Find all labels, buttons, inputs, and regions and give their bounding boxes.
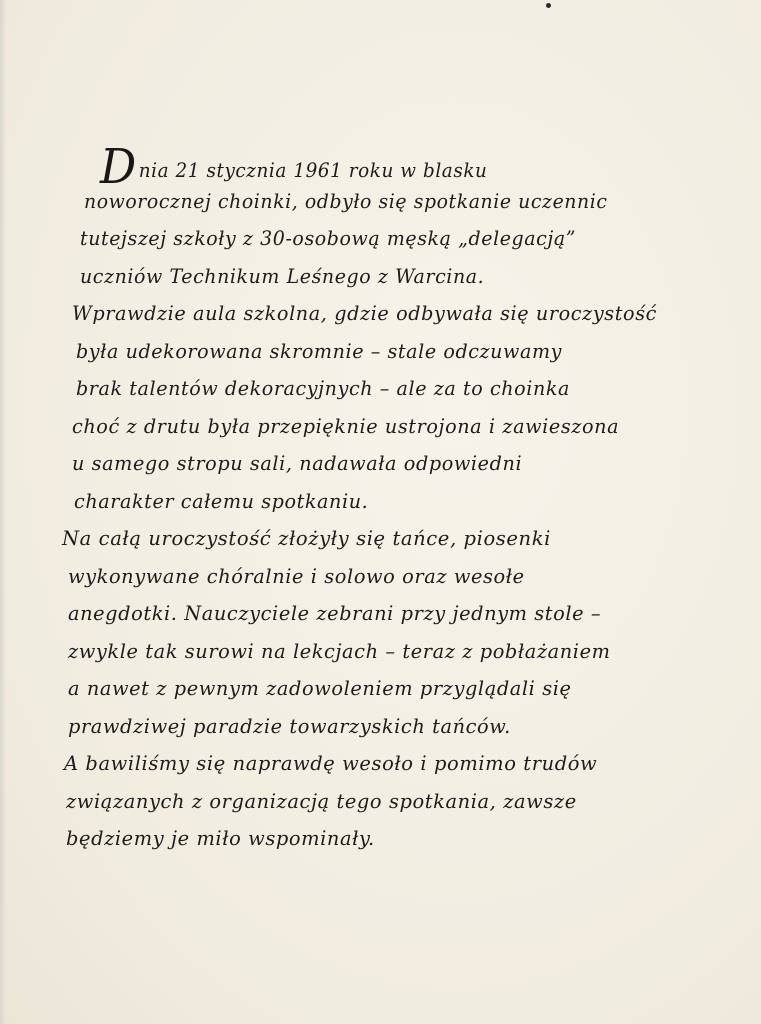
text-line-2: noworocznej choinki, odbyło się spotkanie uczennic (84, 189, 608, 213)
text-line-9: u samego stropu sali, nadawała odpowiedni (72, 452, 523, 475)
text-line-1 (100, 139, 732, 195)
text-line-18: związanych z organizacją tego spotkania, zawsze (66, 789, 577, 813)
drop-cap: D (100, 139, 137, 195)
text-line-12: wykonywane chóralnie i solowo oraz wesołe (68, 564, 525, 588)
first-line-text: nia 21 stycznia 1961 roku w blasku (138, 159, 488, 182)
text-line-10: charakter całemu spotkaniu. (74, 489, 369, 513)
text-line-19: będziemy je miło wspominały. (66, 827, 375, 850)
text-line-11: Na całą uroczystość złożyły się tańce, piosenki (62, 527, 551, 550)
text-line-14: zwykle tak surowi na lekcjach – teraz z pobłażaniem (68, 639, 611, 663)
text-line-13: anegdotki. Nauczyciele zebrani przy jednym stole – (68, 602, 602, 625)
handwritten-text (62, 139, 732, 865)
text-line-16: prawdziwej paradzie towarzyskich tańców. (68, 714, 511, 738)
text-line-17: A bawiliśmy się naprawdę wesoło i pomimo trudów (64, 752, 598, 775)
text-line-15: a nawet z pewnym zadowoleniem przyglądali się (68, 677, 572, 700)
text-line-6: była udekorowana skromnie – stale odczuwamy (76, 339, 563, 363)
page-edge-shadow (0, 0, 6, 1024)
text-line-8: choć z drutu była przepięknie ustrojona i zawieszona (72, 414, 620, 438)
text-line-3: tutejszej szkoły z 30-osobową męską „delegacją” (80, 227, 577, 250)
text-line-7: brak talentów dekoracyjnych – ale za to choinka (76, 377, 570, 400)
text-line-5: Wprawdzie aula szkolna, gdzie odbywała się uroczystość (72, 302, 658, 325)
ink-dot-mark (546, 3, 551, 8)
text-line-4: uczniów Technikum Leśnego z Warcina. (80, 264, 485, 288)
